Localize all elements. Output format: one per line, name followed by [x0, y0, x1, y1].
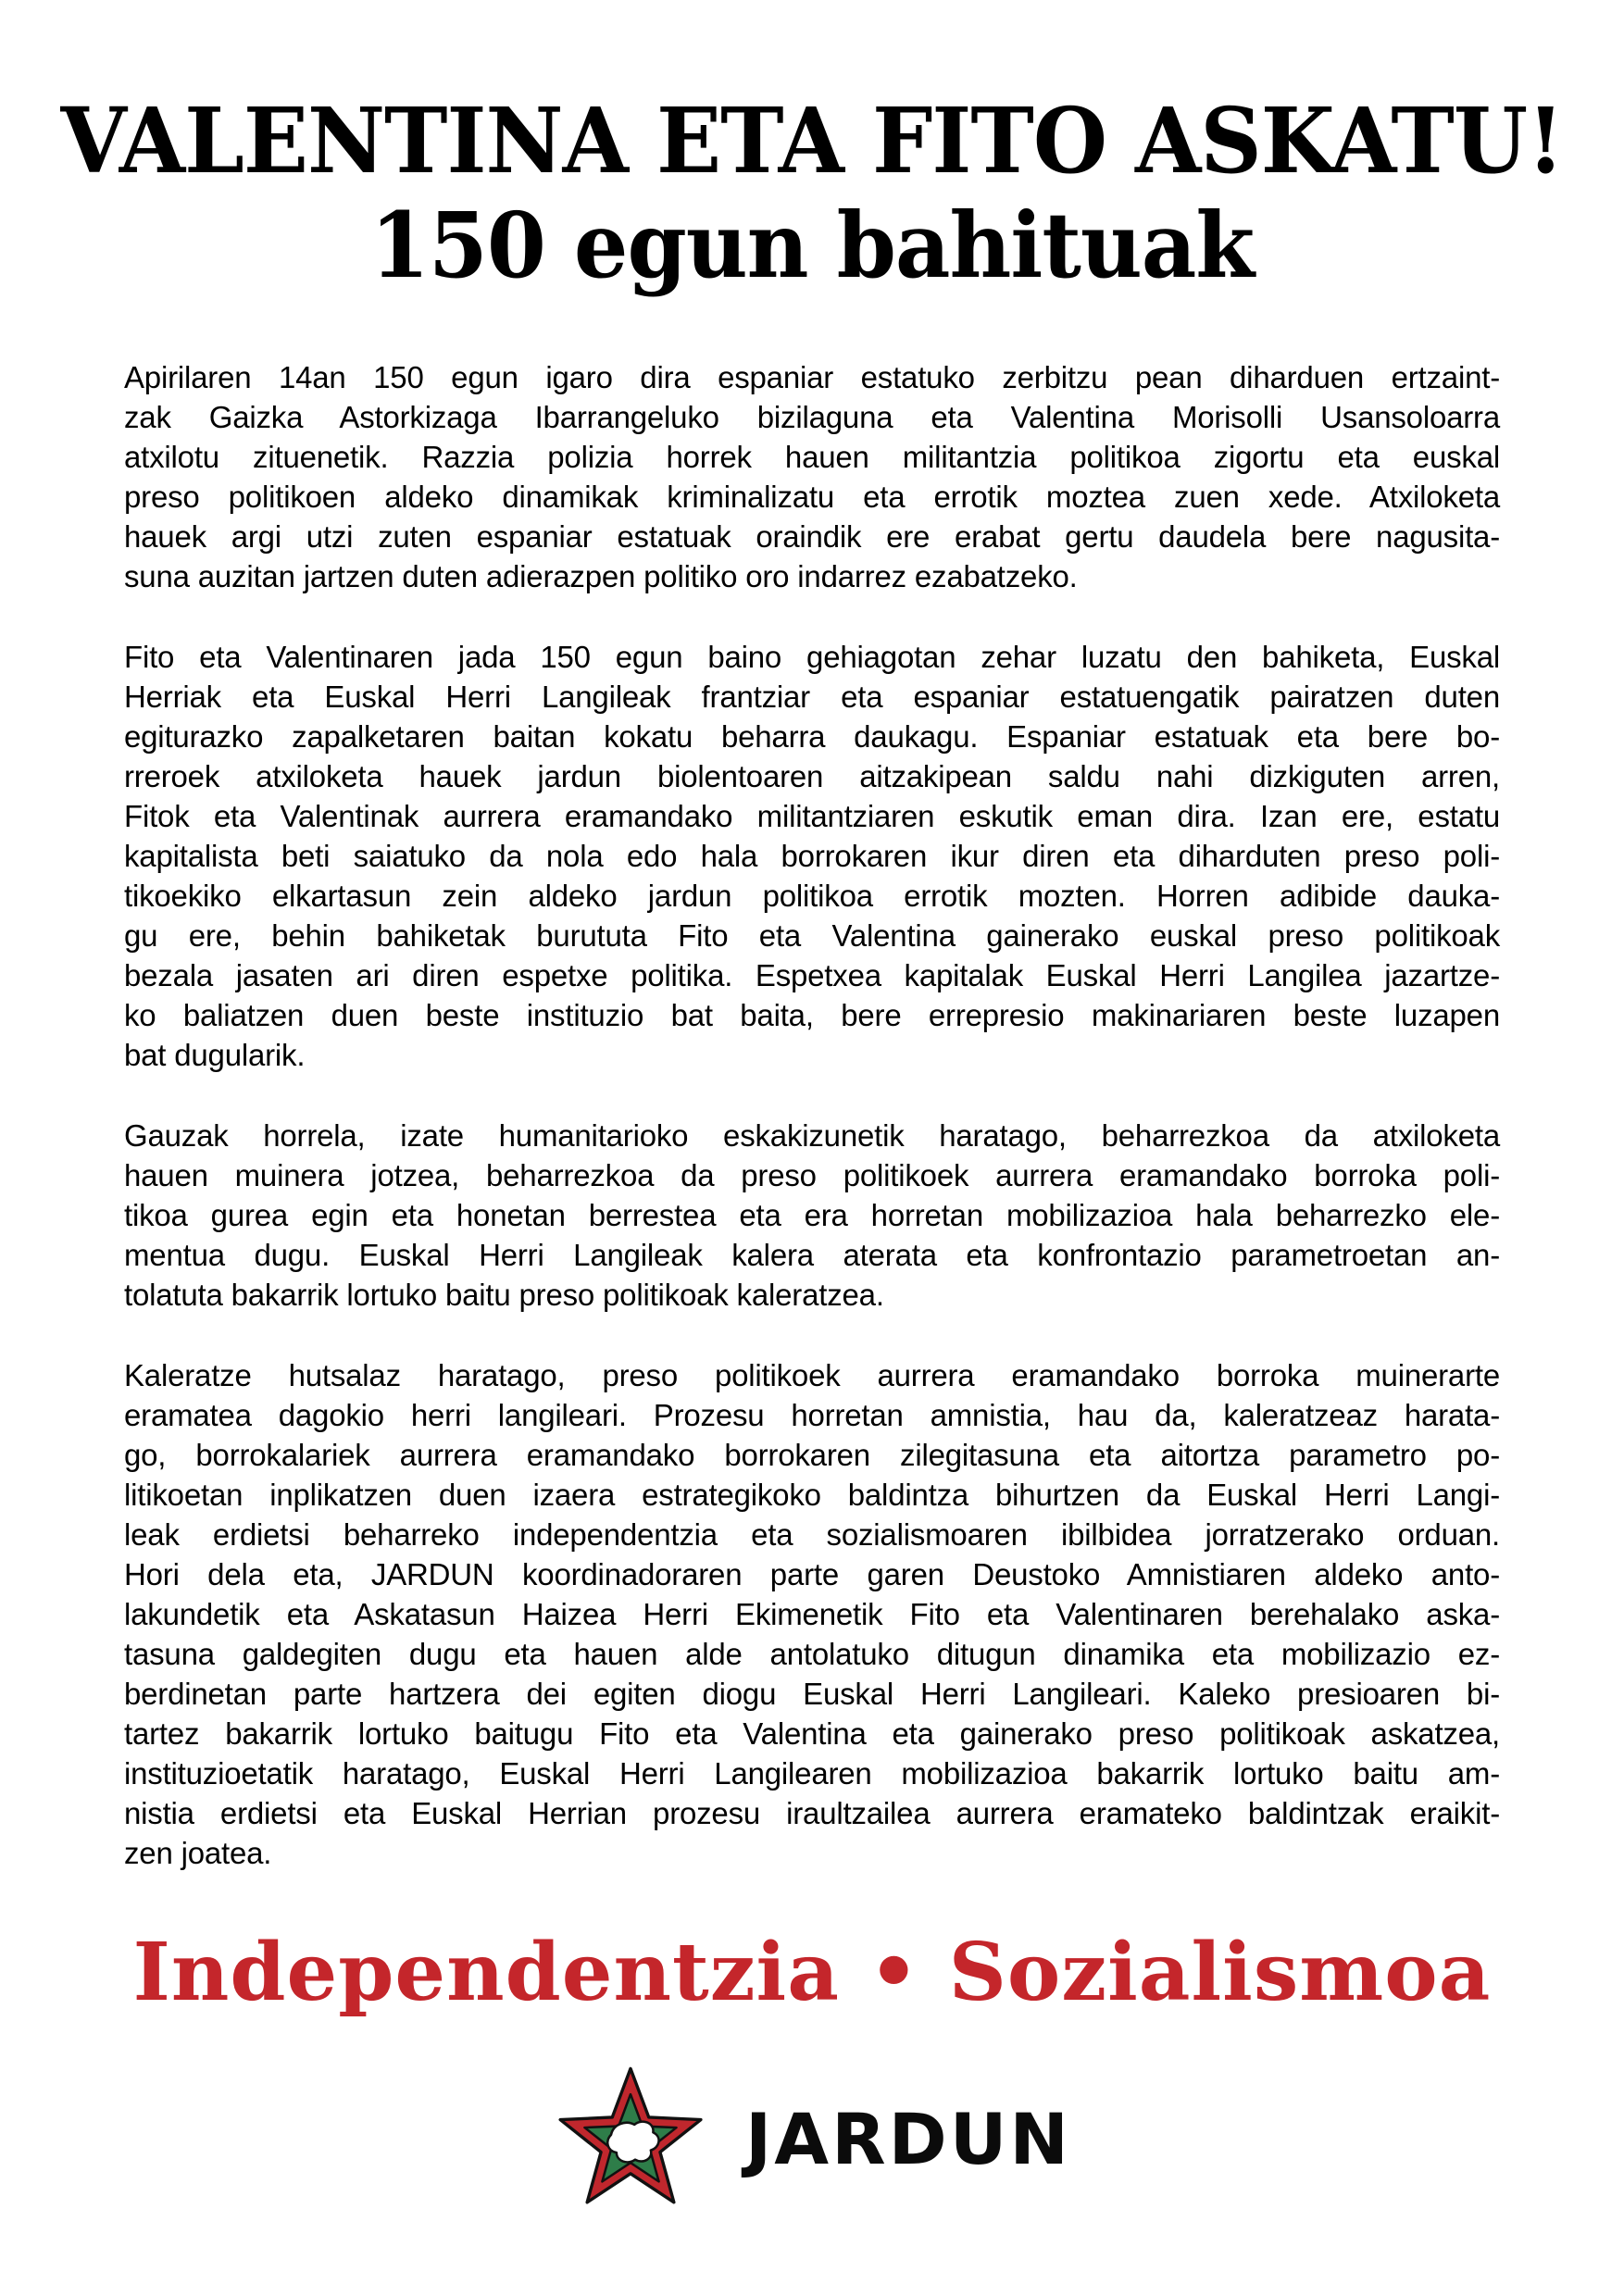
body-line: suna auzitan jartzen duten adierazpen politiko oro indarrez ezabatzeko.: [124, 559, 1078, 593]
body-line: tolatuta bakarrik lortuko baitu preso politikoak kaleratzea.: [124, 1278, 884, 1312]
body-line: litikoetan inplikatzen duen izaera estrategikoko baldintza bihurtzen da Euskal Herri Langi-: [124, 1478, 1500, 1512]
body-paragraph: [124, 637, 1500, 1075]
body-line: tasuna galdegiten dugu eta hauen alde antolatuko ditugun dinamika eta mobilizazio ez-: [124, 1637, 1500, 1671]
title-block: [0, 0, 1624, 298]
body-line: Kaleratze hutsalaz haratago, preso politikoek aurrera eramandako borroka muinerarte: [124, 1358, 1500, 1392]
body-line: atxilotu zituenetik. Razzia polizia horrek hauen militantzia politikoa zigortu eta euskal: [124, 440, 1500, 474]
body-line: lakundetik eta Askatasun Haizea Herri Ekimenetik Fito eta Valentinaren berehalako aska-: [124, 1597, 1500, 1631]
body-line: eramatea dagokio herri langileari. Prozesu horretan amnistia, hau da, kaleratzeaz harata-: [124, 1398, 1500, 1432]
body-line: Herriak eta Euskal Herri Langileak frantziar eta espaniar estatuengatik pairatzen duten: [124, 680, 1500, 714]
body-line: ko baliatzen duen beste instituzio bat baita, bere errepresio makinariaren beste luzapen: [124, 998, 1500, 1032]
body-line: zen joatea.: [124, 1836, 272, 1870]
slogan-text: Independentzia • Sozialismoa: [132, 1926, 1492, 2019]
body-line: hauen muinera jotzea, beharrezkoa da preso politikoek aurrera eramandako borroka poli-: [124, 1158, 1500, 1192]
body-line: tikoekiko elkartasun zein aldeko jardun politikoa errotik mozten. Horren adibide dauka-: [124, 879, 1500, 913]
body-paragraph: [124, 1355, 1500, 1873]
body-line: go, borrokalariek aurrera eramandako borrokaren zilegitasuna eta aitortza parametro po-: [124, 1438, 1500, 1472]
body-line: bezala jasaten ari diren espetxe politika. Espetxea kapitalak Euskal Herri Langilea jazartze-: [124, 958, 1500, 992]
body-line: preso politikoen aldeko dinamikak kriminalizatu eta errotik moztea zuen xede. Atxiloketa: [124, 480, 1500, 514]
body-line: nistia erdietsi eta Euskal Herrian prozesu iraultzailea aurrera eramateko baldintzak eraikit-: [124, 1796, 1500, 1830]
body-line: instituzioetatik haratago, Euskal Herri Langilearen mobilizazioa bakarrik lortuko baitu am-: [124, 1756, 1500, 1791]
page-title-line1: VALENTINA ETA FITO ASKATU!: [60, 87, 1564, 194]
body-paragraph: [124, 357, 1500, 596]
body-line: mentua dugu. Euskal Herri Langileak kalera aterata eta konfrontazio parametroetan an-: [124, 1238, 1500, 1272]
jardun-logo: [0, 2056, 1624, 2221]
body-line: rreroek atxiloketa hauek jardun biolentoaren aitzakipean saldu nahi dizkiguten arren,: [124, 759, 1500, 793]
slogan: [0, 1927, 1624, 2019]
body-line: Fitok eta Valentinak aurrera eramandako militantziaren eskutik eman dira. Izan ere, estatu: [124, 799, 1500, 833]
body-line: Hori dela eta, JARDUN koordinadoraren parte garen Deustoko Amnistiaren aldeko anto-: [124, 1557, 1500, 1591]
basque-star-icon: [553, 2056, 708, 2221]
body-line: zak Gaizka Astorkizaga Ibarrangeluko bizilaguna eta Valentina Morisolli Usansoloarra: [124, 400, 1500, 434]
body-line: leak erdietsi beharreko independentzia eta sozialismoaren ibilbidea jorratzerako orduan.: [124, 1517, 1500, 1552]
body-line: bat dugularik.: [124, 1038, 306, 1072]
body-line: Fito eta Valentinaren jada 150 egun baino gehiagotan zehar luzatu den bahiketa, Euskal: [124, 640, 1500, 674]
body-line: hauek argi utzi zuten espaniar estatuak oraindik ere erabat gertu daudela bere nagusita-: [124, 519, 1500, 554]
body-line: Apirilaren 14an 150 egun igaro dira espaniar estatuko zerbitzu pean diharduen ertzaint-: [124, 360, 1500, 394]
body-line: Gauzak horrela, izate humanitarioko eskakizunetik haratago, beharrezkoa da atxiloketa: [124, 1118, 1500, 1153]
body-text: [124, 357, 1500, 1873]
body-line: tikoa gurea egin eta honetan berrestea eta era horretan mobilizazioa hala beharrezko ele-: [124, 1198, 1500, 1232]
page-title-line2: 150 egun bahituak: [369, 192, 1255, 299]
body-line: egiturazko zapalketaren baitan kokatu beharra daukagu. Espaniar estatuak eta bere bo-: [124, 719, 1500, 754]
body-line: gu ere, behin bahiketak burututa Fito eta Valentina gainerako euskal preso politikoak: [124, 918, 1500, 953]
logo-wordmark: JARDUN: [744, 2097, 1072, 2180]
body-paragraph: [124, 1116, 1500, 1315]
body-line: tartez bakarrik lortuko baitugu Fito eta Valentina eta gainerako preso politikoak askatzea,: [124, 1716, 1500, 1751]
body-line: kapitalista beti saiatuko da nola edo hala borrokaren ikur diren eta diharduten preso poli-: [124, 839, 1500, 873]
body-line: berdinetan parte hartzera dei egiten diogu Euskal Herri Langileari. Kaleko presioaren bi-: [124, 1677, 1500, 1711]
